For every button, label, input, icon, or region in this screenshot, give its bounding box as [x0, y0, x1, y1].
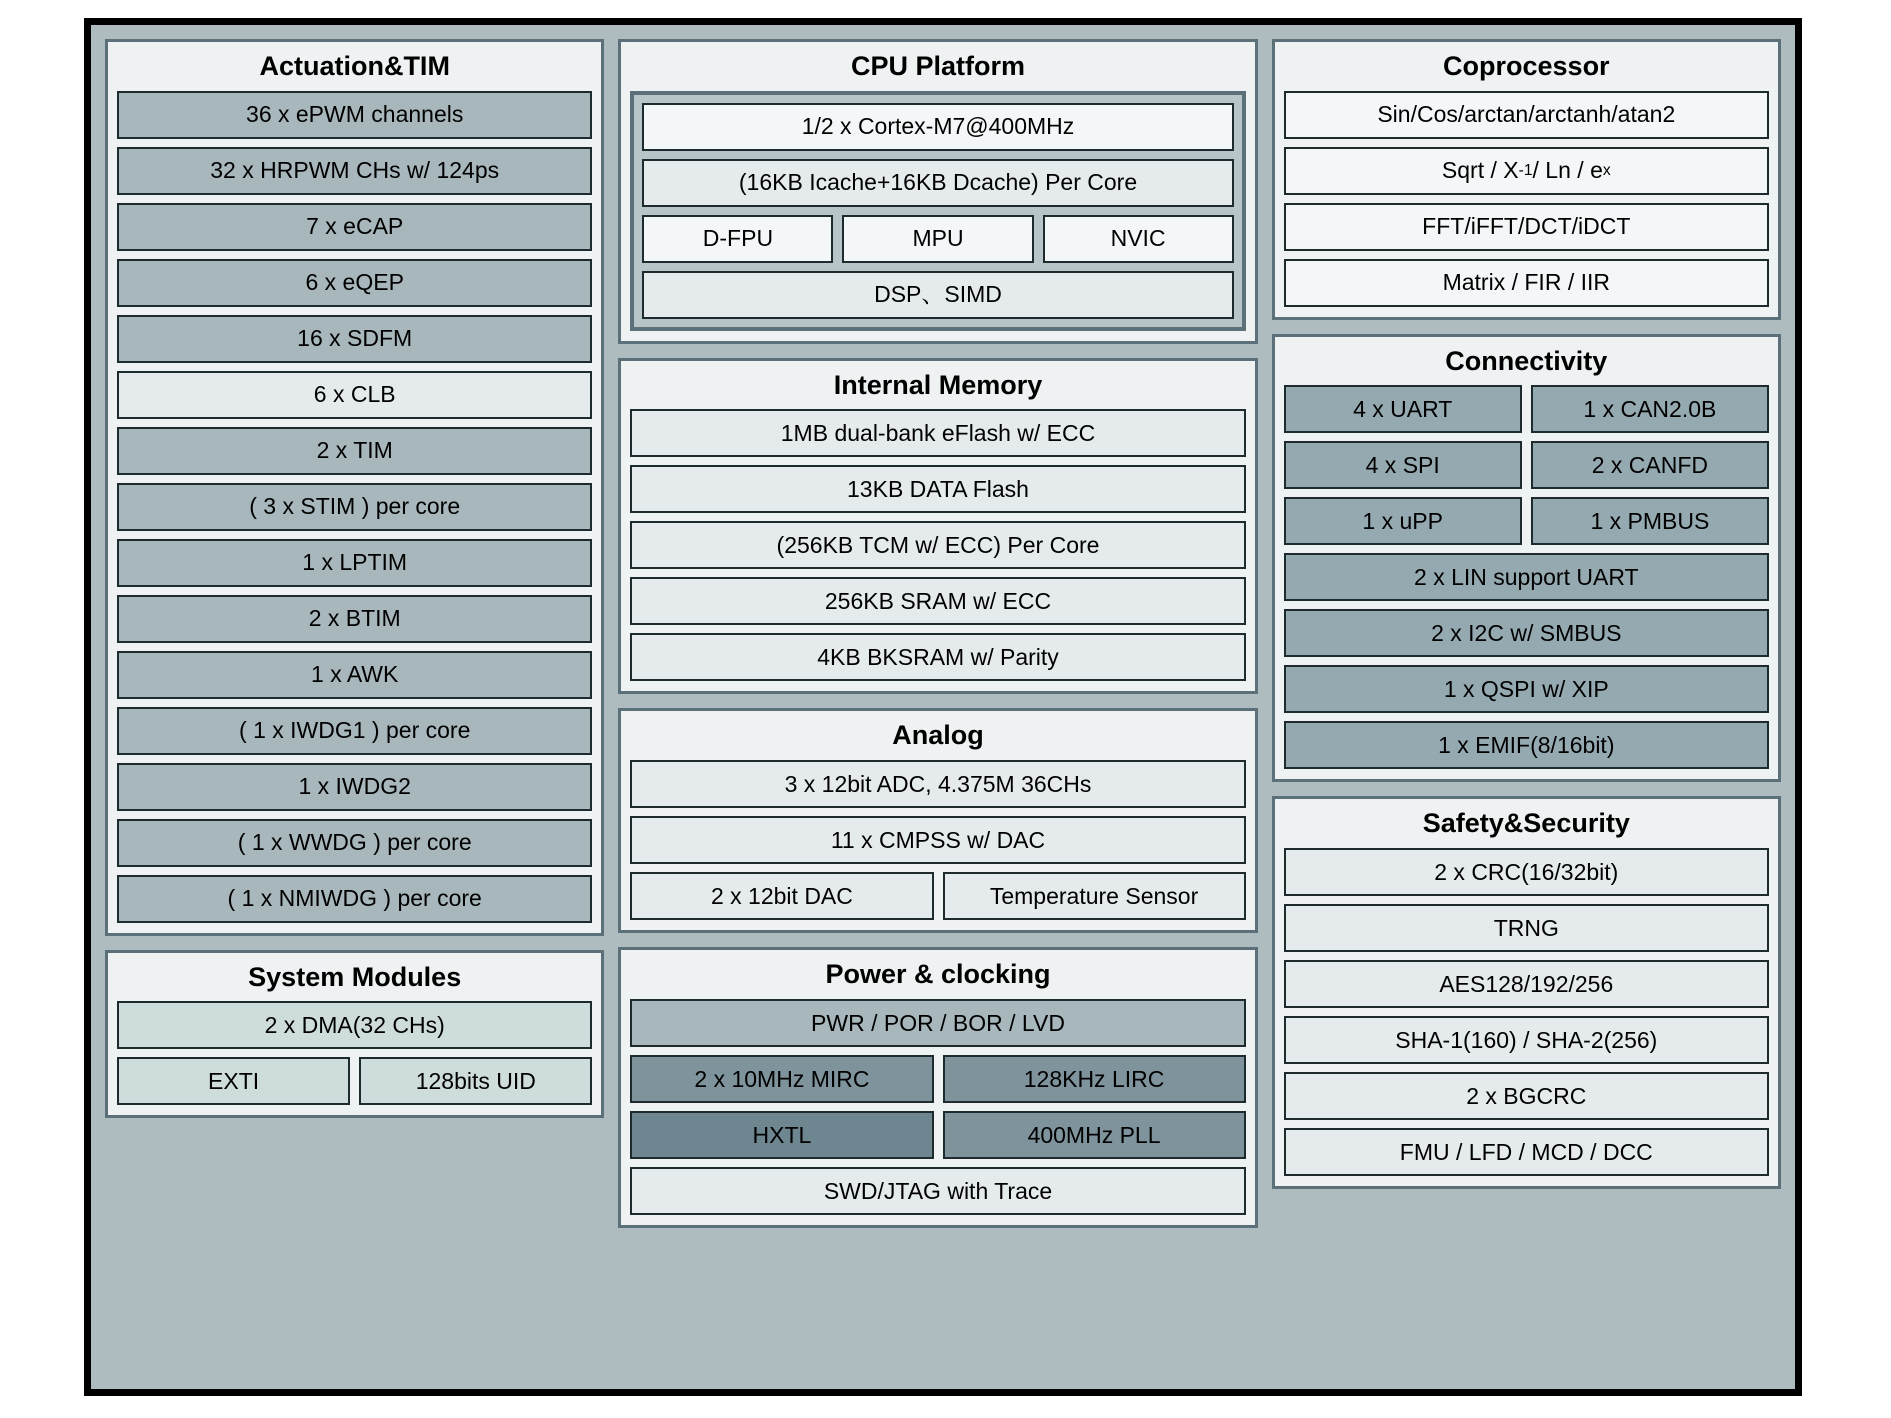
list-item: 13KB DATA Flash [630, 465, 1245, 513]
sqrt-prefix: Sqrt / X [1441, 157, 1519, 184]
list-item: SHA-1(160) / SHA-2(256) [1284, 1016, 1769, 1064]
list-item: 32 x HRPWM CHs w/ 124ps [117, 147, 592, 195]
list-item-emif: 1 x EMIF(8/16bit) [1284, 721, 1769, 769]
list-item: ( 1 x IWDG1 ) per core [117, 707, 592, 755]
sqrt-exponent-inverse: -1 [1518, 161, 1533, 179]
column-left [105, 39, 604, 1375]
list-item-mpu: MPU [842, 215, 1033, 263]
actuation-items [117, 91, 592, 923]
list-item-temp-sensor: Temperature Sensor [943, 872, 1246, 920]
group-actuation-tim [105, 39, 604, 936]
system-modules-row [117, 1057, 592, 1105]
group-title-connectivity: Connectivity [1445, 345, 1608, 376]
list-item-uid: 128bits UID [359, 1057, 592, 1105]
list-item-spi: 4 x SPI [1284, 441, 1522, 489]
list-item-exti: EXTI [117, 1057, 350, 1105]
list-item: 2 x CRC(16/32bit) [1284, 848, 1769, 896]
list-item: ( 1 x NMIWDG ) per core [117, 875, 592, 923]
list-item-dac: 2 x 12bit DAC [630, 872, 933, 920]
list-item: ( 3 x STIM ) per core [117, 483, 592, 531]
list-item: 2 x BGCRC [1284, 1072, 1769, 1120]
power-clocking-row-2 [630, 1111, 1245, 1159]
group-connectivity [1272, 334, 1781, 783]
list-item-pll: 400MHz PLL [943, 1111, 1246, 1159]
group-title-power-clocking: Power & clocking [825, 959, 1051, 990]
list-item: (256KB TCM w/ ECC) Per Core [630, 521, 1245, 569]
group-system-modules [105, 950, 604, 1119]
safety-security-items [1284, 848, 1769, 1176]
list-item-swd-jtag: SWD/JTAG with Trace [630, 1167, 1245, 1215]
group-title-analog: Analog [892, 720, 984, 751]
column-right [1272, 39, 1781, 1375]
analog-items [630, 760, 1245, 920]
list-item: 6 x eQEP [117, 259, 592, 307]
list-item-dsp-simd: DSP、SIMD [642, 271, 1233, 319]
list-item: FMU / LFD / MCD / DCC [1284, 1128, 1769, 1176]
connectivity-row-3 [1284, 497, 1769, 545]
list-item-cortex-m7: 1/2 x Cortex-M7@400MHz [642, 103, 1233, 151]
list-item-mirc: 2 x 10MHz MIRC [630, 1055, 933, 1103]
list-item: FFT/iFFT/DCT/iDCT [1284, 203, 1769, 251]
list-item: 1MB dual-bank eFlash w/ ECC [630, 409, 1245, 457]
list-item: Sin/Cos/arctan/arctanh/atan2 [1284, 91, 1769, 139]
cpu-core-subsystem [630, 91, 1245, 331]
group-title-actuation: Actuation&TIM [259, 51, 450, 81]
list-item-dfpu: D-FPU [642, 215, 833, 263]
group-cpu-platform [618, 39, 1257, 344]
group-title-coprocessor: Coprocessor [1443, 51, 1610, 81]
list-item-dma: 2 x DMA(32 CHs) [117, 1001, 592, 1049]
list-item: Matrix / FIR / IIR [1284, 259, 1769, 307]
list-item-can: 1 x CAN2.0B [1531, 385, 1769, 433]
group-power-clocking [618, 947, 1257, 1228]
coprocessor-items [1284, 91, 1769, 307]
column-middle [618, 39, 1257, 1375]
internal-memory-items [630, 409, 1245, 681]
group-internal-memory [618, 358, 1257, 695]
list-item-hxtl: HXTL [630, 1111, 933, 1159]
list-item: 2 x BTIM [117, 595, 592, 643]
list-item: 1 x IWDG2 [117, 763, 592, 811]
chip-block-diagram [84, 18, 1802, 1396]
list-item: 7 x eCAP [117, 203, 592, 251]
list-item: 1 x LPTIM [117, 539, 592, 587]
connectivity-row-2 [1284, 441, 1769, 489]
list-item-sqrt [1284, 147, 1769, 195]
list-item: AES128/192/256 [1284, 960, 1769, 1008]
group-title-safety-security: Safety&Security [1422, 808, 1630, 839]
list-item: 1 x AWK [117, 651, 592, 699]
group-analog [618, 708, 1257, 933]
list-item-lirc: 128KHz LIRC [943, 1055, 1246, 1103]
exp-exponent-x: x [1602, 161, 1611, 179]
list-item-i2c: 2 x I2C w/ SMBUS [1284, 609, 1769, 657]
power-clocking-items [630, 999, 1245, 1215]
list-item: 36 x ePWM channels [117, 91, 592, 139]
list-item: 6 x CLB [117, 371, 592, 419]
cpu-units-row [642, 215, 1233, 263]
list-item-uart: 4 x UART [1284, 385, 1522, 433]
list-item-lin: 2 x LIN support UART [1284, 553, 1769, 601]
power-clocking-row-1 [630, 1055, 1245, 1103]
list-item-canfd: 2 x CANFD [1531, 441, 1769, 489]
group-coprocessor [1272, 39, 1781, 320]
list-item-cache: (16KB Icache+16KB Dcache) Per Core [642, 159, 1233, 207]
system-modules-items [117, 1001, 592, 1105]
list-item: ( 1 x WWDG ) per core [117, 819, 592, 867]
analog-row [630, 872, 1245, 920]
list-item: 2 x TIM [117, 427, 592, 475]
list-item: 16 x SDFM [117, 315, 592, 363]
list-item-upp: 1 x uPP [1284, 497, 1522, 545]
connectivity-items [1284, 385, 1769, 769]
group-title-cpu-platform: CPU Platform [850, 51, 1026, 81]
diagram-columns [105, 39, 1781, 1375]
sqrt-middle: / Ln / e [1532, 157, 1603, 184]
list-item: 256KB SRAM w/ ECC [630, 577, 1245, 625]
list-item-adc: 3 x 12bit ADC, 4.375M 36CHs [630, 760, 1245, 808]
list-item-pmbus: 1 x PMBUS [1531, 497, 1769, 545]
list-item-pwr: PWR / POR / BOR / LVD [630, 999, 1245, 1047]
list-item-nvic: NVIC [1043, 215, 1234, 263]
group-safety-security [1272, 796, 1781, 1189]
group-title-internal-memory: Internal Memory [833, 369, 1043, 400]
list-item: 4KB BKSRAM w/ Parity [630, 633, 1245, 681]
list-item-qspi: 1 x QSPI w/ XIP [1284, 665, 1769, 713]
list-item: TRNG [1284, 904, 1769, 952]
list-item-cmpss: 11 x CMPSS w/ DAC [630, 816, 1245, 864]
connectivity-row-1 [1284, 385, 1769, 433]
group-title-system-modules: System Modules [248, 961, 462, 992]
